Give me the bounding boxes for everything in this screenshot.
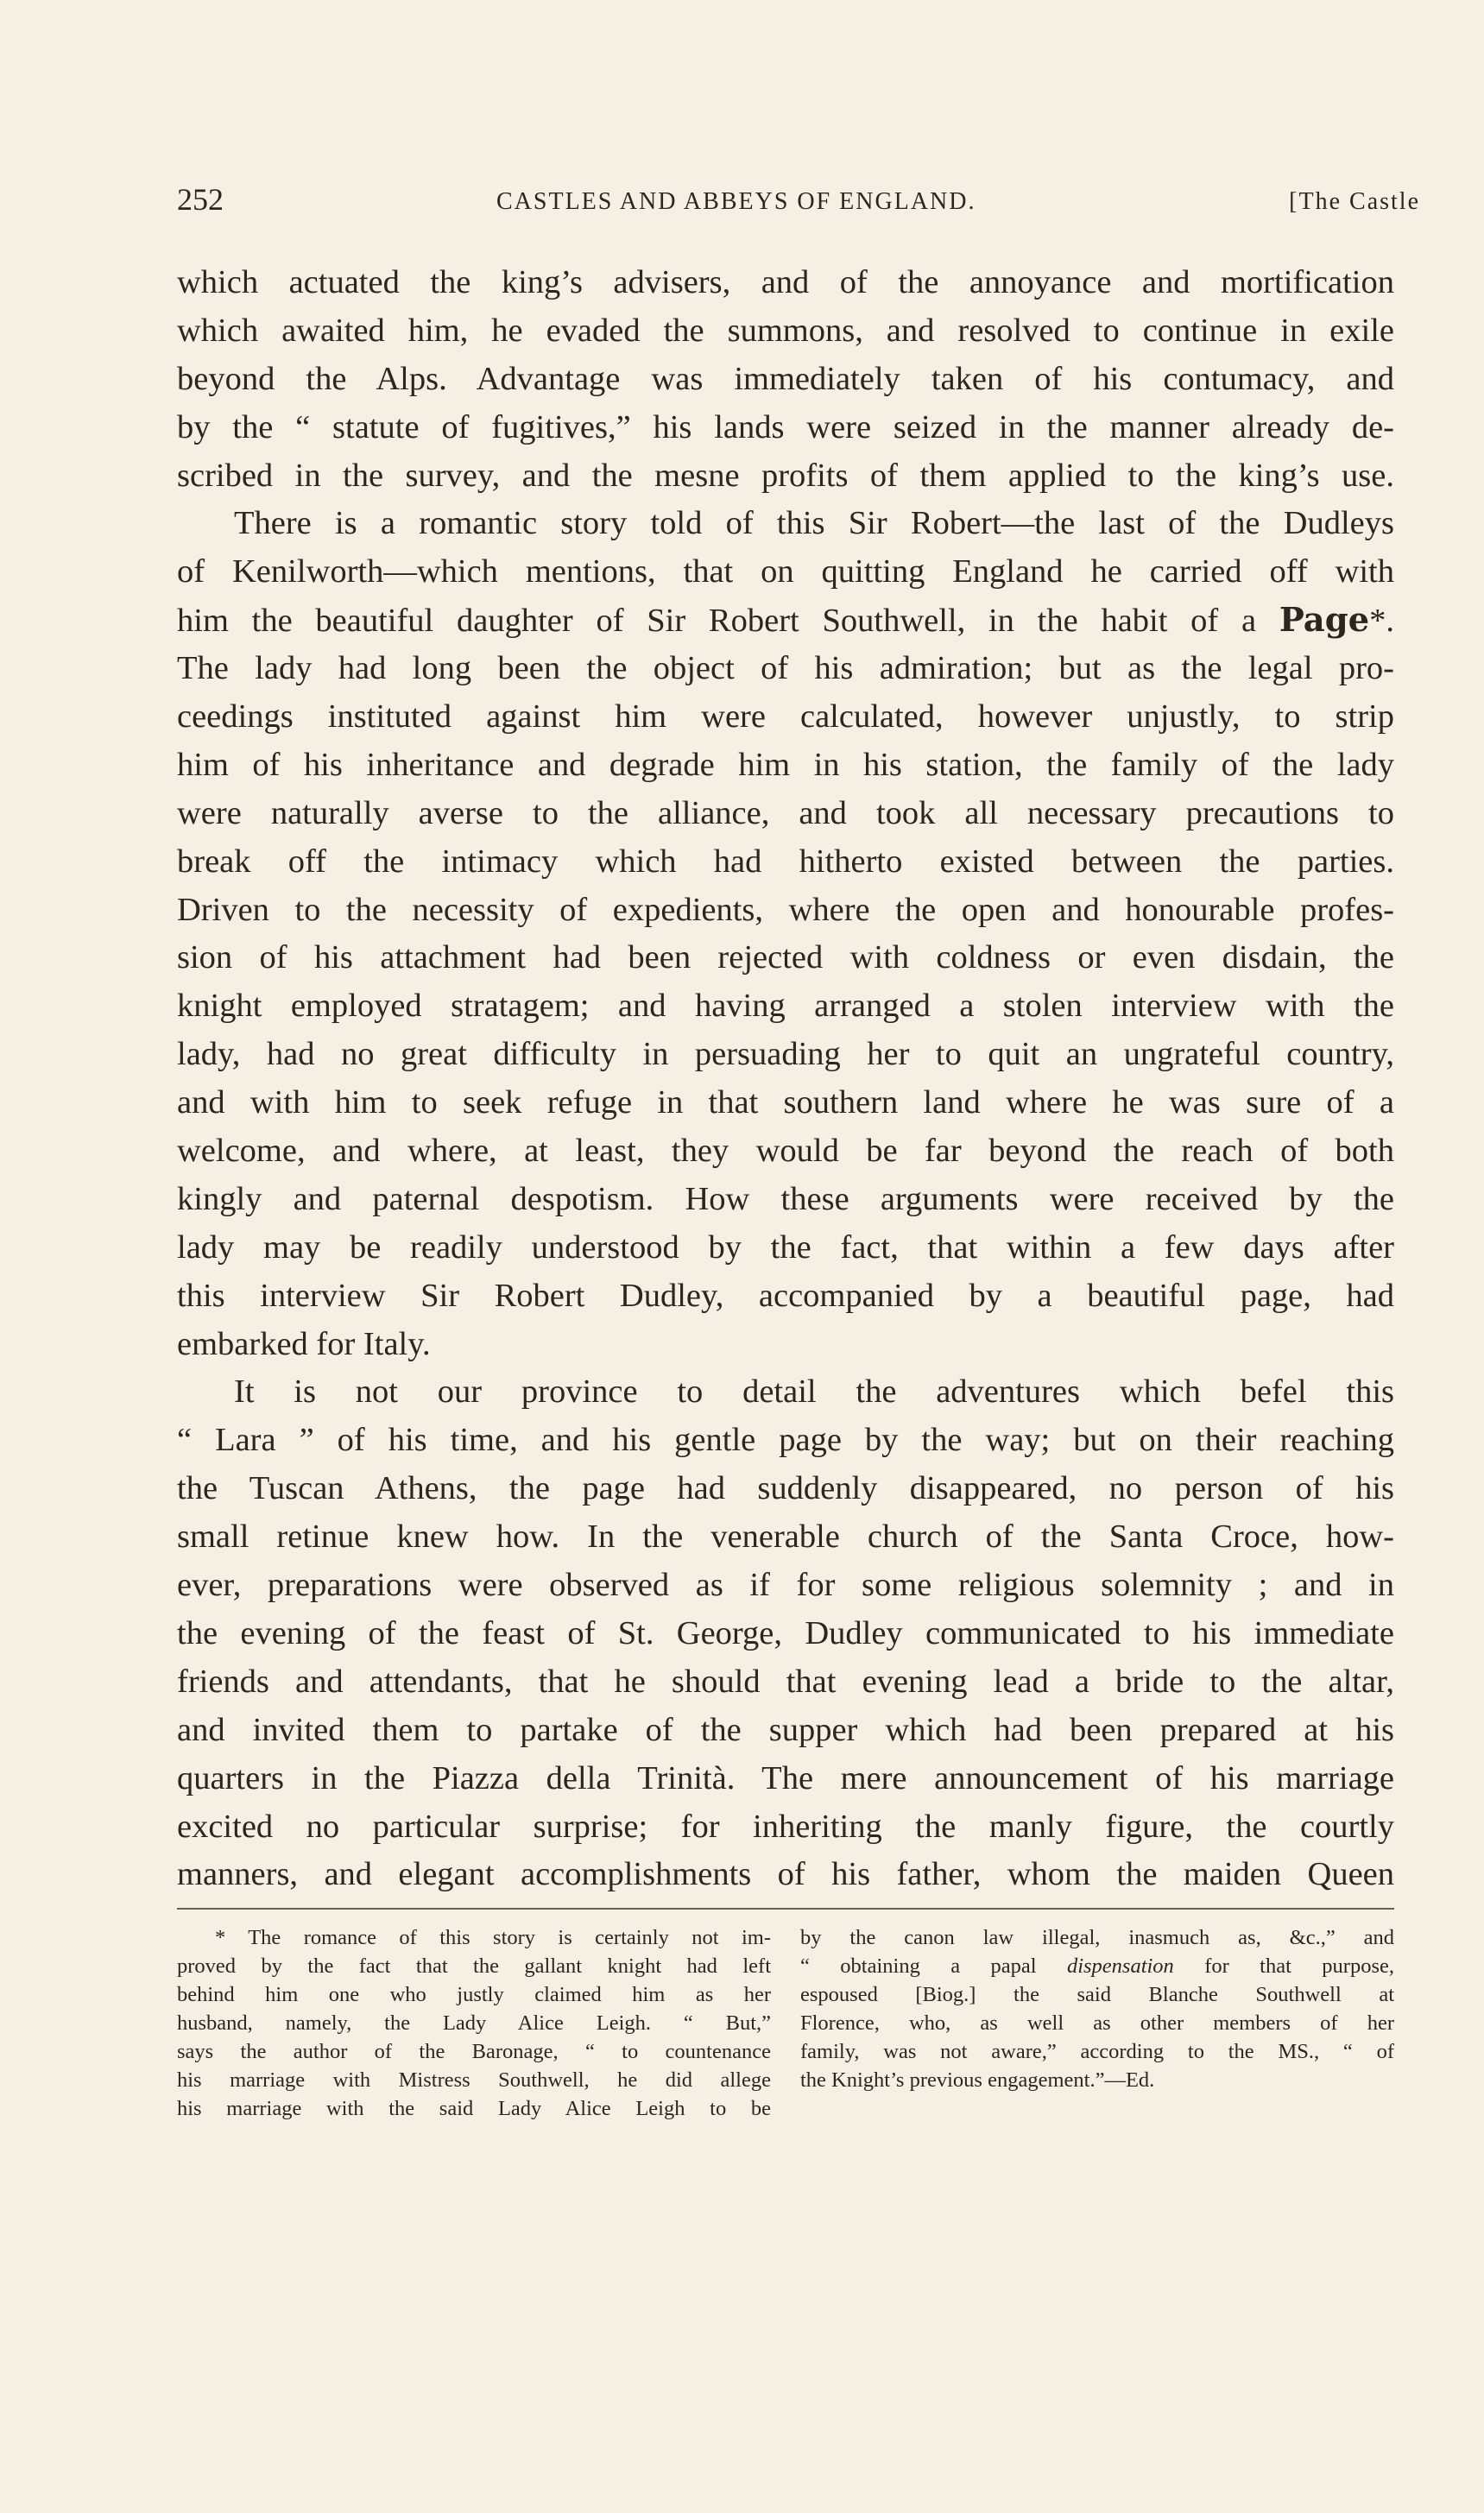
footnote-line: * The romance of this story is certainly not im- [215,1926,771,1949]
page-number: 252 [177,182,224,217]
text-line: him of his inheritance and degrade him in his station, the family of the lady [177,746,1394,783]
text-line: “ Lara ” of his time, and his gentle page by the way; but on their reaching [177,1422,1394,1459]
text-line: and with him to seek refuge in that southern land where he was sure of a [177,1084,1394,1121]
text-line: welcome, and where, at least, they would be far beyond the reach of both [177,1133,1394,1170]
text-line: lady may be readily understood by the fact, that within a few days after [177,1228,1394,1266]
text-line: the Tuscan Athens, the page had suddenly disappeared, no person of his [177,1470,1394,1507]
footnote-line: behind him one who justly claimed him as her [177,1983,771,2006]
footnote-line: says the author of the Baronage, “ to countenance [177,2040,771,2063]
text-line: which awaited him, he evaded the summons, and resolved to continue in exile [177,312,1394,349]
text-line-with-page [177,597,1394,645]
footnote-line: espoused [Biog.] the said Blanche Southwell at [800,1983,1394,2006]
text-line: Driven to the necessity of expedients, where the open and honourable profes- [177,891,1394,928]
text-line: and invited them to partake of the supper which had been prepared at his [177,1711,1394,1748]
text-line: sion of his attachment had been rejected with coldness or even disdain, the [177,939,1394,976]
text-line: ceedings instituted against him were calculated, however unjustly, to strip [177,698,1394,736]
footnote-line-dispensation [800,1952,1394,1980]
footnote-line: by the canon law illegal, inasmuch as, &c.,” and [800,1926,1394,1949]
text-line: There is a romantic story told of this Sir Robert—the last of the Dudleys [234,505,1394,542]
text-line: of Kenilworth—which mentions, that on quitting England he carried off with [177,553,1394,590]
footnote-line: family, was not aware,” according to the MS., “ of [800,2040,1394,2063]
text-line: friends and attendants, that he should that evening lead a bride to the altar, [177,1663,1394,1700]
footnote-line: his marriage with the said Lady Alice Leigh to be [177,2097,771,2120]
text-line: The lady had long been the object of his admiration; but as the legal pro- [177,650,1394,687]
footnote-line: Florence, who, as well as other members of her [800,2011,1394,2035]
footnote-column-left [177,1923,771,2123]
footnote-line: his marriage with Mistress Southwell, he did allege [177,2068,771,2092]
main-text [177,259,1394,1899]
text-line: excited no particular surprise; for inheriting the manly figure, the courtly [177,1808,1394,1845]
text-line: were naturally averse to the alliance, and took all necessary precautions to [177,794,1394,831]
text-line: embarked for Italy. [177,1325,431,1362]
text-segment: him the beautiful daughter of Sir Robert Southwell, in the habit of a [177,603,1257,640]
page-word: Page [1279,601,1370,641]
text-segment: for that purpose, [1173,1954,1394,1978]
footnote-divider [177,1908,1394,1910]
text-segment: “ obtaining a papal [800,1954,1067,1978]
footnote-marker: *. [1369,603,1394,640]
text-line: break off the intimacy which had hitherto existed between the parties. [177,843,1394,880]
book-title: CASTLES AND ABBEYS OF ENGLAND. [496,188,976,215]
text-line: lady, had no great difficulty in persuading her to quit an ungrateful country, [177,1036,1394,1073]
text-line: this interview Sir Robert Dudley, accompanied by a beautiful page, had [177,1277,1394,1314]
text-line: by the “ statute of fugitives,” his lands were seized in the manner already de- [177,408,1394,445]
text-line: beyond the Alps. Advantage was immediately taken of his contumacy, and [177,360,1394,397]
text-line: knight employed stratagem; and having arranged a stolen interview with the [177,988,1394,1025]
text-line: which actuated the king’s advisers, and of the annoyance and mortification [177,264,1394,300]
page-header [177,181,1420,224]
text-line: the evening of the feast of St. George, Dudley communicated to his immediate [177,1614,1394,1651]
footnote-column-right [800,1923,1394,2094]
text-line: small retinue knew how. In the venerable church of the Santa Croce, how- [177,1519,1394,1556]
text-line: quarters in the Piazza della Trinità. The mere announcement of his marriage [177,1759,1394,1796]
running-head: [The Castle [1289,188,1420,215]
footnote-line: the Knight’s previous engagement.”—Ed. [800,2068,1155,2092]
text-line: kingly and paternal despotism. How these arguments were received by the [177,1180,1394,1217]
footnote-line: proved by the fact that the gallant knight had left [177,1954,771,1978]
footnote-line: husband, namely, the Lady Alice Leigh. “ But,” [177,2011,771,2035]
italic-word: dispensation [1066,1954,1174,1978]
text-line: manners, and elegant accomplishments of his father, whom the maiden Queen [177,1856,1394,1893]
text-line: It is not our province to detail the adventures which befel this [234,1373,1394,1411]
text-line: ever, preparations were observed as if for some religious solemnity ; and in [177,1567,1394,1604]
text-line: scribed in the survey, and the mesne profits of them applied to the king’s use. [177,457,1394,494]
